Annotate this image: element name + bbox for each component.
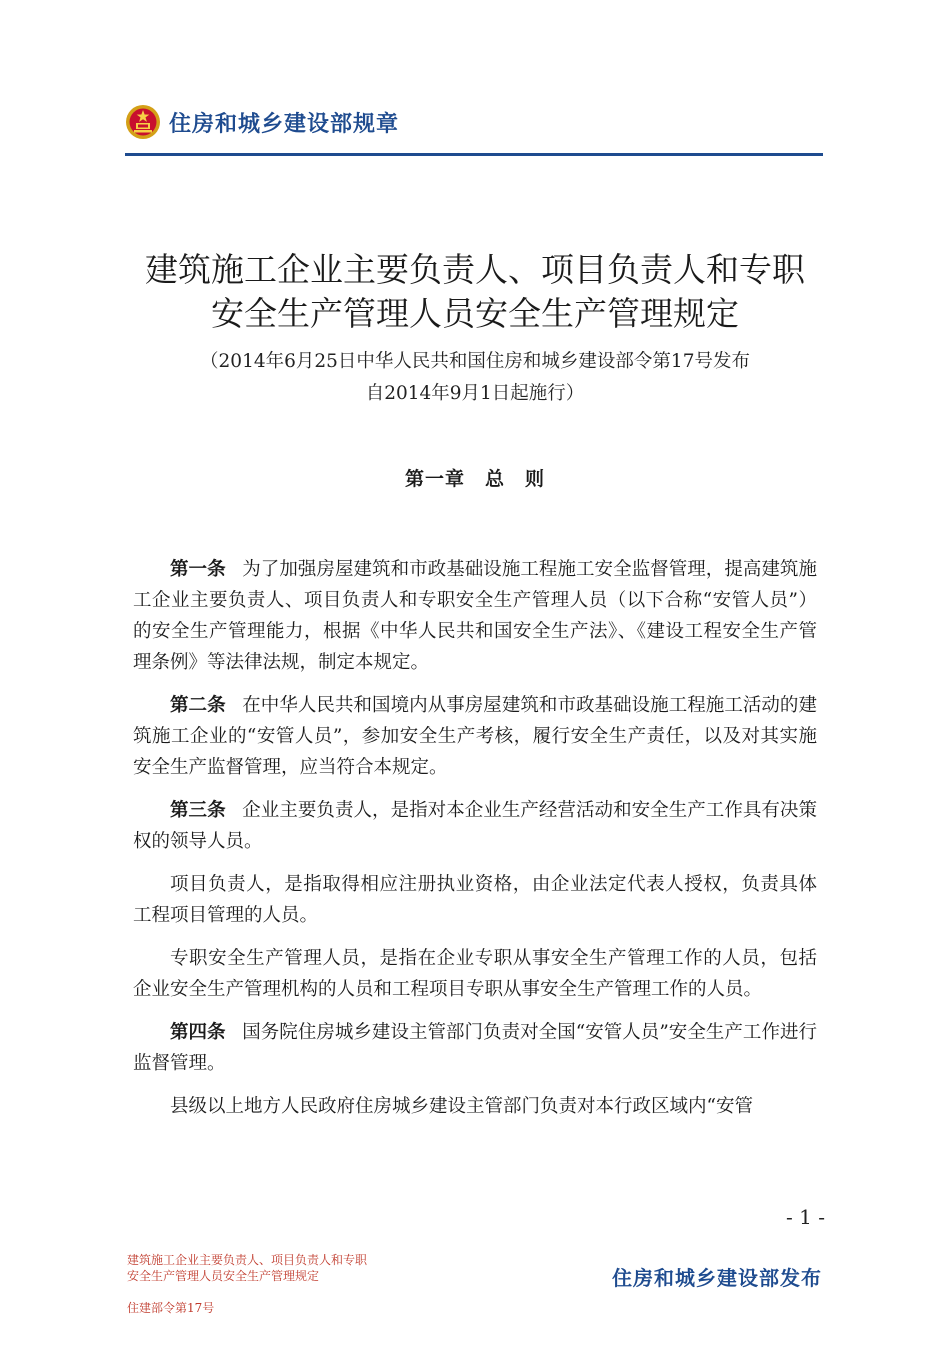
page-number: - 1 - [786,1205,825,1229]
paragraph [133,943,817,1005]
page-header [125,102,823,142]
paragraph [133,795,817,857]
paragraph [133,690,817,783]
footer-publisher: 住房和城乡建设部发布 [612,1266,822,1290]
article-number: 第一条 [170,559,226,580]
paragraph-text: 项目负责人，是指取得相应注册执业资格，由企业法定代表人授权，负责具体工程项目管理的人员。 [133,874,817,926]
document-subtitle [100,346,850,410]
article-number: 第三条 [170,800,226,821]
title-line-2: 安全生产管理人员安全生产管理规定 [211,294,739,333]
header-title: 住房和城乡建设部规章 [169,111,400,137]
paragraph-text: 县级以上地方人民政府住房城乡建设主管部门负责对本行政区域内“安管 [170,1096,753,1117]
chapter-heading: 第一章 总 则 [404,468,545,490]
footer-title-line-1: 建筑施工企业主要负责人、项目负责人和专职 [127,1253,368,1267]
paragraph-text: 企业主要负责人，是指对本企业生产经营活动和安全生产工作具有决策权的领导人员。 [133,800,817,852]
article-number: 第二条 [170,695,226,716]
paragraph [133,869,817,931]
subtitle-line-1: （2014年6月25日中华人民共和国住房和城乡建设部令第17号发布 [200,351,750,372]
paragraph-text: 在中华人民共和国境内从事房屋建筑和市政基础设施工程施工活动的建筑施工企业的“安管人员”，参加安全生产考核，履行安全生产责任，以及对其实施安全生产监督管理，应当符合本规定。 [133,695,817,778]
paragraph [133,1017,817,1079]
footer-document-name [127,1252,487,1284]
document-body [133,554,817,1134]
document-title [100,248,850,336]
paragraph-text: 为了加强房屋建筑和市政基础设施工程施工安全监督管理，提高建筑施工企业主要负责人、项目负责人和专职安全生产管理人员（以下合称“安管人员”）的安全生产管理能力，根据《中华人民共和国安全生产法》、《建设工程安全生产管理条例》等法律法规，制定本规定。 [133,559,817,673]
article-number: 第四条 [170,1022,226,1043]
paragraph-text: 专职安全生产管理人员，是指在企业专职从事安全生产管理工作的人员，包括企业安全生产管理机构的人员和工程项目专职从事安全生产管理工作的人员。 [133,948,817,1000]
paragraph [133,554,817,678]
paragraph-text: 国务院住房城乡建设主管部门负责对全国“安管人员”安全生产工作进行监督管理。 [133,1022,817,1074]
national-emblem-icon [125,104,161,140]
subtitle-line-2: 自2014年9月1日起施行） [365,383,585,404]
paragraph [133,1091,817,1122]
footer-order-number: 住建部令第17号 [127,1301,215,1315]
footer-title-line-2: 安全生产管理人员安全生产管理规定 [127,1269,320,1283]
header-divider [125,153,823,156]
title-line-1: 建筑施工企业主要负责人、项目负责人和专职 [145,250,805,289]
